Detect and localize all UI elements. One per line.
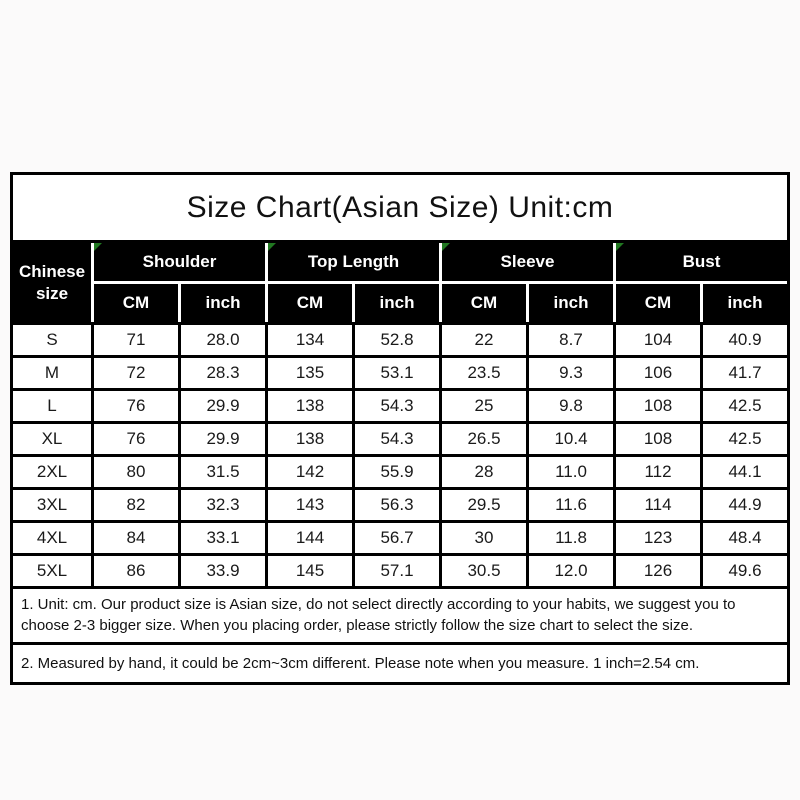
excel-flag-icon [94, 243, 102, 251]
value-cell: 31.5 [181, 457, 265, 487]
group-label: Top Length [307, 252, 400, 271]
value-cell: 54.3 [355, 424, 439, 454]
value-cell: 112 [616, 457, 700, 487]
value-cell: 28.0 [181, 325, 265, 355]
value-cell: 138 [268, 424, 352, 454]
size-label-cell: 4XL [13, 523, 91, 553]
value-cell: 52.8 [355, 325, 439, 355]
value-cell: 76 [94, 424, 178, 454]
unit-header-cm: CM [268, 284, 352, 322]
unit-header-inch: inch [355, 284, 439, 322]
unit-header-cm: CM [442, 284, 526, 322]
col-header-shoulder [94, 243, 265, 281]
value-cell: 11.0 [529, 457, 613, 487]
size-label-cell: 3XL [13, 490, 91, 520]
value-cell: 143 [268, 490, 352, 520]
value-cell: 108 [616, 424, 700, 454]
value-cell: 134 [268, 325, 352, 355]
value-cell: 10.4 [529, 424, 613, 454]
value-cell: 29.9 [181, 391, 265, 421]
value-cell: 44.1 [703, 457, 787, 487]
value-cell: 12.0 [529, 556, 613, 586]
excel-flag-icon [442, 243, 450, 251]
value-cell: 72 [94, 358, 178, 388]
value-cell: 55.9 [355, 457, 439, 487]
value-cell: 138 [268, 391, 352, 421]
value-cell: 48.4 [703, 523, 787, 553]
value-cell: 28.3 [181, 358, 265, 388]
value-cell: 30 [442, 523, 526, 553]
col-header-chinese-size: Chinese size [13, 243, 91, 322]
group-label: Sleeve [500, 252, 555, 271]
group-label: Shoulder [142, 252, 217, 271]
note-1: 1. Unit: cm. Our product size is Asian size, do not select directly according to your habits, we suggest you to choose 2-3 bigger size. When you placing order, please strictly follow the size chart to select the size. [13, 586, 787, 642]
value-cell: 71 [94, 325, 178, 355]
value-cell: 108 [616, 391, 700, 421]
value-cell: 126 [616, 556, 700, 586]
size-label-cell: S [13, 325, 91, 355]
value-cell: 33.9 [181, 556, 265, 586]
value-cell: 25 [442, 391, 526, 421]
table-body [13, 322, 787, 586]
value-cell: 56.7 [355, 523, 439, 553]
size-chart-table [10, 172, 790, 685]
value-cell: 142 [268, 457, 352, 487]
value-cell: 42.5 [703, 424, 787, 454]
value-cell: 80 [94, 457, 178, 487]
value-cell: 8.7 [529, 325, 613, 355]
value-cell: 104 [616, 325, 700, 355]
size-label-cell: 2XL [13, 457, 91, 487]
col-header-bust [616, 243, 787, 281]
value-cell: 32.3 [181, 490, 265, 520]
value-cell: 144 [268, 523, 352, 553]
value-cell: 11.8 [529, 523, 613, 553]
value-cell: 82 [94, 490, 178, 520]
unit-header-cm: CM [94, 284, 178, 322]
value-cell: 84 [94, 523, 178, 553]
value-cell: 123 [616, 523, 700, 553]
value-cell: 40.9 [703, 325, 787, 355]
size-label-cell: M [13, 358, 91, 388]
value-cell: 42.5 [703, 391, 787, 421]
unit-header-inch: inch [529, 284, 613, 322]
excel-flag-icon [616, 243, 624, 251]
value-cell: 53.1 [355, 358, 439, 388]
value-cell: 23.5 [442, 358, 526, 388]
value-cell: 9.3 [529, 358, 613, 388]
value-cell: 22 [442, 325, 526, 355]
value-cell: 26.5 [442, 424, 526, 454]
size-label-cell: L [13, 391, 91, 421]
value-cell: 86 [94, 556, 178, 586]
value-cell: 114 [616, 490, 700, 520]
value-cell: 135 [268, 358, 352, 388]
group-label: Bust [682, 252, 721, 271]
note-2: 2. Measured by hand, it could be 2cm~3cm different. Please note when you measure. 1 inch=2.54 cm. [13, 642, 787, 682]
value-cell: 54.3 [355, 391, 439, 421]
unit-header-cm: CM [616, 284, 700, 322]
chart-title: Size Chart(Asian Size) Unit:cm [13, 175, 787, 243]
value-cell: 11.6 [529, 490, 613, 520]
value-cell: 30.5 [442, 556, 526, 586]
col-header-top-length [268, 243, 439, 281]
value-cell: 57.1 [355, 556, 439, 586]
size-label-cell: 5XL [13, 556, 91, 586]
value-cell: 44.9 [703, 490, 787, 520]
value-cell: 33.1 [181, 523, 265, 553]
value-cell: 28 [442, 457, 526, 487]
col-header-sleeve [442, 243, 613, 281]
excel-flag-icon [268, 243, 276, 251]
value-cell: 76 [94, 391, 178, 421]
table-header [13, 243, 787, 322]
value-cell: 29.5 [442, 490, 526, 520]
value-cell: 106 [616, 358, 700, 388]
value-cell: 56.3 [355, 490, 439, 520]
value-cell: 29.9 [181, 424, 265, 454]
value-cell: 9.8 [529, 391, 613, 421]
value-cell: 145 [268, 556, 352, 586]
value-cell: 41.7 [703, 358, 787, 388]
unit-header-inch: inch [181, 284, 265, 322]
size-label-cell: XL [13, 424, 91, 454]
unit-header-inch: inch [703, 284, 787, 322]
value-cell: 49.6 [703, 556, 787, 586]
